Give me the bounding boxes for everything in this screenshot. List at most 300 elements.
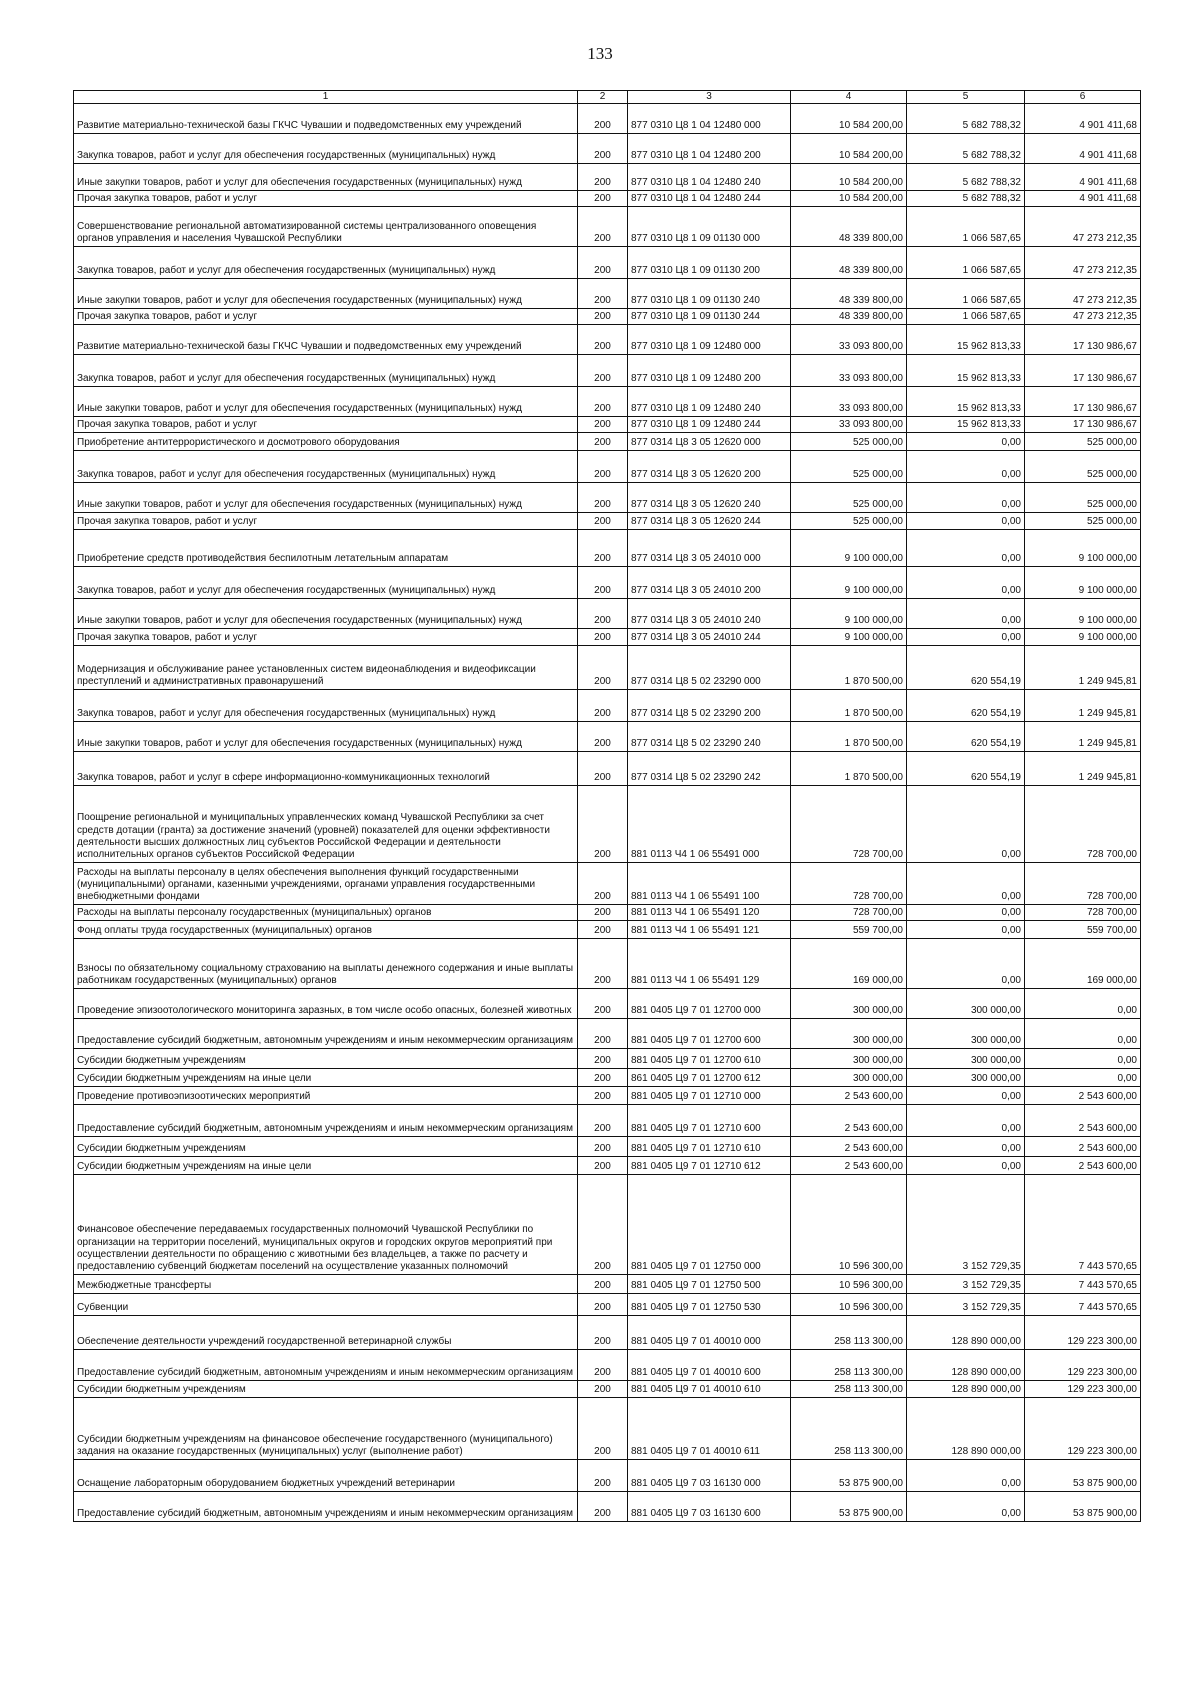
row-col4: 559 700,00	[791, 921, 907, 939]
row-code: 200	[578, 722, 628, 752]
row-col4: 1 870 500,00	[791, 752, 907, 786]
row-name: Иные закупки товаров, работ и услуг для обеспечения государственных (муниципальных) нужд	[74, 722, 578, 752]
row-col4: 2 543 600,00	[791, 1087, 907, 1105]
row-col4: 728 700,00	[791, 905, 907, 921]
row-col6: 2 543 600,00	[1025, 1157, 1141, 1175]
row-code: 200	[578, 1350, 628, 1381]
row-name: Прочая закупка товаров, работ и услуг	[74, 513, 578, 530]
row-name: Закупка товаров, работ и услуг для обеспечения государственных (муниципальных) нужд	[74, 567, 578, 599]
row-col6: 47 273 212,35	[1025, 279, 1141, 309]
row-code: 200	[578, 1275, 628, 1294]
row-name: Прочая закупка товаров, работ и услуг	[74, 191, 578, 207]
table-row	[74, 1087, 1141, 1105]
row-name: Оснащение лабораторным оборудованием бюджетных учреждений ветеринарии	[74, 1460, 578, 1492]
row-name: Приобретение средств противодействия беспилотным летательным аппаратам	[74, 530, 578, 567]
row-code: 200	[578, 786, 628, 863]
row-col4: 9 100 000,00	[791, 629, 907, 646]
row-code: 200	[578, 599, 628, 629]
row-col4: 300 000,00	[791, 1049, 907, 1069]
row-classification: 881 0113 Ч4 1 06 55491 120	[628, 905, 791, 921]
row-name: Субсидии бюджетным учреждениям	[74, 1049, 578, 1069]
row-col6: 728 700,00	[1025, 863, 1141, 905]
row-name: Прочая закупка товаров, работ и услуг	[74, 417, 578, 433]
table-row	[74, 417, 1141, 433]
row-col5: 300 000,00	[907, 1069, 1025, 1087]
row-name: Иные закупки товаров, работ и услуг для обеспечения государственных (муниципальных) нужд	[74, 483, 578, 513]
row-col5: 1 066 587,65	[907, 247, 1025, 279]
row-col5: 0,00	[907, 483, 1025, 513]
row-classification: 877 0310 Ц8 1 09 01130 200	[628, 247, 791, 279]
row-classification: 881 0405 Ц9 7 01 12750 000	[628, 1175, 791, 1275]
row-col4: 525 000,00	[791, 483, 907, 513]
row-col6: 9 100 000,00	[1025, 530, 1141, 567]
row-code: 200	[578, 1157, 628, 1175]
row-code: 200	[578, 1105, 628, 1137]
row-classification: 877 0314 Ц8 5 02 23290 242	[628, 752, 791, 786]
row-name: Субвенции	[74, 1294, 578, 1316]
row-code: 200	[578, 134, 628, 164]
row-col6: 129 223 300,00	[1025, 1398, 1141, 1460]
row-code: 200	[578, 309, 628, 325]
row-col5: 0,00	[907, 905, 1025, 921]
row-code: 200	[578, 191, 628, 207]
row-col4: 48 339 800,00	[791, 279, 907, 309]
table-row	[74, 1381, 1141, 1398]
row-code: 200	[578, 1069, 628, 1087]
table-row	[74, 921, 1141, 939]
row-col4: 10 584 200,00	[791, 164, 907, 191]
row-col6: 47 273 212,35	[1025, 309, 1141, 325]
table-row	[74, 722, 1141, 752]
row-col4: 2 543 600,00	[791, 1137, 907, 1157]
row-col6: 525 000,00	[1025, 483, 1141, 513]
table-row	[74, 1492, 1141, 1522]
row-code: 200	[578, 752, 628, 786]
row-col5: 128 890 000,00	[907, 1381, 1025, 1398]
header-row	[74, 91, 1141, 104]
table-header	[74, 91, 1141, 104]
row-code: 200	[578, 863, 628, 905]
row-code: 200	[578, 1087, 628, 1105]
row-col6: 1 249 945,81	[1025, 752, 1141, 786]
row-code: 200	[578, 483, 628, 513]
row-name: Фонд оплаты труда государственных (муниципальных) органов	[74, 921, 578, 939]
header-col-5: 5	[907, 91, 1025, 104]
table-row	[74, 247, 1141, 279]
row-code: 200	[578, 1492, 628, 1522]
row-col6: 4 901 411,68	[1025, 104, 1141, 134]
row-col6: 728 700,00	[1025, 905, 1141, 921]
row-col6: 53 875 900,00	[1025, 1492, 1141, 1522]
table-row	[74, 1350, 1141, 1381]
header-col-3: 3	[628, 91, 791, 104]
row-code: 200	[578, 387, 628, 417]
table-body	[74, 104, 1141, 1522]
row-col5: 5 682 788,32	[907, 134, 1025, 164]
row-col4: 258 113 300,00	[791, 1316, 907, 1350]
row-col6: 2 543 600,00	[1025, 1105, 1141, 1137]
row-code: 200	[578, 989, 628, 1019]
row-col4: 2 543 600,00	[791, 1157, 907, 1175]
table-row	[74, 629, 1141, 646]
row-col5: 0,00	[907, 786, 1025, 863]
row-col4: 9 100 000,00	[791, 530, 907, 567]
row-code: 200	[578, 646, 628, 690]
row-col6: 7 443 570,65	[1025, 1294, 1141, 1316]
row-col5: 1 066 587,65	[907, 207, 1025, 247]
row-classification: 881 0405 Ц9 7 01 12710 610	[628, 1137, 791, 1157]
row-classification: 877 0310 Ц8 1 04 12480 200	[628, 134, 791, 164]
row-code: 200	[578, 247, 628, 279]
header-col-4: 4	[791, 91, 907, 104]
table-row	[74, 1105, 1141, 1137]
row-name: Субсидии бюджетным учреждениям на иные цели	[74, 1157, 578, 1175]
row-col4: 33 093 800,00	[791, 417, 907, 433]
row-col4: 9 100 000,00	[791, 599, 907, 629]
row-classification: 881 0405 Ц9 7 01 12710 612	[628, 1157, 791, 1175]
row-classification: 877 0314 Ц8 5 02 23290 240	[628, 722, 791, 752]
row-col6: 9 100 000,00	[1025, 599, 1141, 629]
table-row	[74, 1294, 1141, 1316]
row-classification: 881 0405 Ц9 7 03 16130 000	[628, 1460, 791, 1492]
row-col6: 9 100 000,00	[1025, 629, 1141, 646]
row-name: Субсидии бюджетным учреждениям	[74, 1381, 578, 1398]
table-row	[74, 939, 1141, 989]
row-name: Обеспечение деятельности учреждений государственной ветеринарной службы	[74, 1316, 578, 1350]
table-row	[74, 309, 1141, 325]
row-col6: 17 130 986,67	[1025, 325, 1141, 355]
row-classification: 881 0405 Ц9 7 01 12750 530	[628, 1294, 791, 1316]
row-classification: 881 0405 Ц9 7 01 12710 600	[628, 1105, 791, 1137]
table-row	[74, 1175, 1141, 1275]
header-col-1: 1	[74, 91, 578, 104]
row-code: 200	[578, 1294, 628, 1316]
row-col6: 17 130 986,67	[1025, 417, 1141, 433]
table-row	[74, 355, 1141, 387]
row-classification: 881 0113 Ч4 1 06 55491 121	[628, 921, 791, 939]
row-code: 200	[578, 325, 628, 355]
row-col4: 33 093 800,00	[791, 325, 907, 355]
row-code: 200	[578, 104, 628, 134]
row-classification: 877 0310 Ц8 1 09 01130 240	[628, 279, 791, 309]
row-col6: 525 000,00	[1025, 451, 1141, 483]
row-name: Иные закупки товаров, работ и услуг для обеспечения государственных (муниципальных) нужд	[74, 387, 578, 417]
row-col6: 4 901 411,68	[1025, 191, 1141, 207]
row-name: Предоставление субсидий бюджетным, автономным учреждениям и иным некоммерческим организациям	[74, 1492, 578, 1522]
row-col5: 620 554,19	[907, 722, 1025, 752]
row-code: 200	[578, 1460, 628, 1492]
row-name: Иные закупки товаров, работ и услуг для обеспечения государственных (муниципальных) нужд	[74, 279, 578, 309]
row-col4: 525 000,00	[791, 451, 907, 483]
row-col5: 620 554,19	[907, 752, 1025, 786]
row-col4: 10 596 300,00	[791, 1275, 907, 1294]
row-classification: 877 0310 Ц8 1 04 12480 244	[628, 191, 791, 207]
row-code: 200	[578, 164, 628, 191]
row-col4: 728 700,00	[791, 863, 907, 905]
row-classification: 877 0314 Ц8 3 05 24010 240	[628, 599, 791, 629]
table-row	[74, 207, 1141, 247]
row-name: Иные закупки товаров, работ и услуг для обеспечения государственных (муниципальных) нужд	[74, 164, 578, 191]
row-code: 200	[578, 279, 628, 309]
row-col5: 0,00	[907, 1460, 1025, 1492]
page-number: 133	[587, 44, 613, 63]
row-col4: 9 100 000,00	[791, 567, 907, 599]
row-classification: 881 0113 Ч4 1 06 55491 100	[628, 863, 791, 905]
row-name: Субсидии бюджетным учреждениям на иные цели	[74, 1069, 578, 1087]
row-code: 200	[578, 629, 628, 646]
row-col4: 525 000,00	[791, 513, 907, 530]
row-code: 200	[578, 690, 628, 722]
row-col5: 0,00	[907, 513, 1025, 530]
row-classification: 881 0405 Ц9 7 01 12700 600	[628, 1019, 791, 1049]
row-name: Закупка товаров, работ и услуг для обеспечения государственных (муниципальных) нужд	[74, 355, 578, 387]
row-col4: 10 596 300,00	[791, 1294, 907, 1316]
row-col5: 0,00	[907, 921, 1025, 939]
row-classification: 877 0310 Ц8 1 09 01130 244	[628, 309, 791, 325]
row-col6: 17 130 986,67	[1025, 387, 1141, 417]
row-col6: 53 875 900,00	[1025, 1460, 1141, 1492]
row-code: 200	[578, 417, 628, 433]
table-row	[74, 1019, 1141, 1049]
row-col4: 258 113 300,00	[791, 1381, 907, 1398]
table-row	[74, 646, 1141, 690]
row-code: 200	[578, 1019, 628, 1049]
row-col5: 0,00	[907, 451, 1025, 483]
row-col5: 0,00	[907, 1137, 1025, 1157]
row-classification: 877 0314 Ц8 3 05 24010 244	[628, 629, 791, 646]
row-col5: 0,00	[907, 629, 1025, 646]
row-col6: 559 700,00	[1025, 921, 1141, 939]
row-col5: 0,00	[907, 1105, 1025, 1137]
row-col5: 0,00	[907, 567, 1025, 599]
header-col-6: 6	[1025, 91, 1141, 104]
row-classification: 881 0405 Ц9 7 01 12700 000	[628, 989, 791, 1019]
row-col6: 525 000,00	[1025, 513, 1141, 530]
row-classification: 877 0310 Ц8 1 09 12480 240	[628, 387, 791, 417]
budget-table	[73, 90, 1141, 1522]
row-classification: 877 0314 Ц8 5 02 23290 000	[628, 646, 791, 690]
row-col6: 4 901 411,68	[1025, 134, 1141, 164]
row-col5: 5 682 788,32	[907, 191, 1025, 207]
row-col5: 0,00	[907, 1492, 1025, 1522]
row-code: 200	[578, 207, 628, 247]
row-name: Межбюджетные трансферты	[74, 1275, 578, 1294]
row-code: 200	[578, 1316, 628, 1350]
row-col5: 3 152 729,35	[907, 1275, 1025, 1294]
row-col4: 1 870 500,00	[791, 646, 907, 690]
table-row	[74, 1137, 1141, 1157]
row-col6: 0,00	[1025, 1049, 1141, 1069]
row-col4: 48 339 800,00	[791, 309, 907, 325]
table-row	[74, 1316, 1141, 1350]
row-classification: 881 0405 Ц9 7 01 12750 500	[628, 1275, 791, 1294]
row-col4: 48 339 800,00	[791, 207, 907, 247]
table-row	[74, 279, 1141, 309]
row-col5: 15 962 813,33	[907, 325, 1025, 355]
row-name: Взносы по обязательному социальному страхованию на выплаты денежного содержания и иные выплаты работникам государственных (муниципальных) органов	[74, 939, 578, 989]
row-col5: 0,00	[907, 939, 1025, 989]
row-classification: 877 0314 Ц8 3 05 12620 240	[628, 483, 791, 513]
row-col5: 0,00	[907, 1157, 1025, 1175]
row-col5: 15 962 813,33	[907, 417, 1025, 433]
row-col6: 525 000,00	[1025, 433, 1141, 451]
row-name: Предоставление субсидий бюджетным, автономным учреждениям и иным некоммерческим организациям	[74, 1019, 578, 1049]
row-col4: 258 113 300,00	[791, 1398, 907, 1460]
row-classification: 877 0310 Ц8 1 04 12480 240	[628, 164, 791, 191]
row-name: Прочая закупка товаров, работ и услуг	[74, 629, 578, 646]
row-classification: 881 0405 Ц9 7 01 40010 611	[628, 1398, 791, 1460]
row-classification: 877 0310 Ц8 1 09 01130 000	[628, 207, 791, 247]
row-name: Развитие материально-технической базы ГКЧС Чувашии и подведомственных ему учреждений	[74, 104, 578, 134]
row-col4: 1 870 500,00	[791, 690, 907, 722]
table-row	[74, 530, 1141, 567]
row-classification: 877 0310 Ц8 1 09 12480 244	[628, 417, 791, 433]
row-col4: 33 093 800,00	[791, 355, 907, 387]
row-col5: 128 890 000,00	[907, 1350, 1025, 1381]
row-name: Приобретение антитеррористического и досмотрового оборудования	[74, 433, 578, 451]
row-col6: 2 543 600,00	[1025, 1087, 1141, 1105]
row-col6: 728 700,00	[1025, 786, 1141, 863]
row-classification: 877 0314 Ц8 3 05 24010 000	[628, 530, 791, 567]
row-col5: 620 554,19	[907, 646, 1025, 690]
row-col5: 0,00	[907, 599, 1025, 629]
row-col4: 48 339 800,00	[791, 247, 907, 279]
row-name: Модернизация и обслуживание ранее установленных систем видеонаблюдения и видеофиксации преступлений и административных правонарушений	[74, 646, 578, 690]
row-code: 200	[578, 921, 628, 939]
row-col4: 33 093 800,00	[791, 387, 907, 417]
row-code: 200	[578, 1137, 628, 1157]
row-col6: 0,00	[1025, 1019, 1141, 1049]
table-row	[74, 989, 1141, 1019]
row-name: Расходы на выплаты персоналу государственных (муниципальных) органов	[74, 905, 578, 921]
row-name: Финансовое обеспечение передаваемых государственных полномочий Чувашской Республики по организации на территории поселений, муниципальных округов и городских округов мероприятий при осуществлении деятельности по обращению с животными без владельцев, а также по расчету и предоставлению субвенций бюджетам поселений на осуществление указанных полномочий	[74, 1175, 578, 1275]
row-col5: 300 000,00	[907, 1049, 1025, 1069]
row-col4: 258 113 300,00	[791, 1350, 907, 1381]
row-name: Проведение эпизоотологического мониторинга заразных, в том числе особо опасных, болезней животных	[74, 989, 578, 1019]
row-classification: 881 0113 Ч4 1 06 55491 129	[628, 939, 791, 989]
header-col-2: 2	[578, 91, 628, 104]
row-col5: 3 152 729,35	[907, 1294, 1025, 1316]
row-classification: 877 0314 Ц8 5 02 23290 200	[628, 690, 791, 722]
row-col4: 1 870 500,00	[791, 722, 907, 752]
row-code: 200	[578, 1381, 628, 1398]
row-col6: 0,00	[1025, 1069, 1141, 1087]
row-col6: 129 223 300,00	[1025, 1316, 1141, 1350]
row-col5: 1 066 587,65	[907, 309, 1025, 325]
row-name: Совершенствование региональной автоматизированной системы централизованного оповещения органов управления и населения Чувашской Республики	[74, 207, 578, 247]
row-col4: 10 584 200,00	[791, 134, 907, 164]
row-classification: 877 0314 Ц8 3 05 12620 200	[628, 451, 791, 483]
row-col5: 1 066 587,65	[907, 279, 1025, 309]
row-col6: 4 901 411,68	[1025, 164, 1141, 191]
row-name: Расходы на выплаты персоналу в целях обеспечения выполнения функций государственными (муниципальными) органами, казенными учреждениями, органами управления государственными внебюджетными фондами	[74, 863, 578, 905]
row-name: Закупка товаров, работ и услуг для обеспечения государственных (муниципальных) нужд	[74, 690, 578, 722]
row-col6: 47 273 212,35	[1025, 207, 1141, 247]
table-row	[74, 433, 1141, 451]
row-code: 200	[578, 355, 628, 387]
row-name: Закупка товаров, работ и услуг для обеспечения государственных (муниципальных) нужд	[74, 134, 578, 164]
row-col6: 7 443 570,65	[1025, 1175, 1141, 1275]
row-col4: 300 000,00	[791, 1019, 907, 1049]
table-row	[74, 387, 1141, 417]
row-col5: 620 554,19	[907, 690, 1025, 722]
row-classification: 861 0405 Ц9 7 01 12700 612	[628, 1069, 791, 1087]
row-col6: 9 100 000,00	[1025, 567, 1141, 599]
row-col6: 7 443 570,65	[1025, 1275, 1141, 1294]
table-row	[74, 905, 1141, 921]
row-classification: 877 0314 Ц8 3 05 24010 200	[628, 567, 791, 599]
row-col5: 0,00	[907, 530, 1025, 567]
row-col5: 0,00	[907, 1087, 1025, 1105]
table-row	[74, 690, 1141, 722]
row-col4: 10 584 200,00	[791, 104, 907, 134]
row-code: 200	[578, 513, 628, 530]
row-col6: 47 273 212,35	[1025, 247, 1141, 279]
row-col6: 1 249 945,81	[1025, 646, 1141, 690]
row-name: Субсидии бюджетным учреждениям	[74, 1137, 578, 1157]
row-col5: 5 682 788,32	[907, 164, 1025, 191]
row-col5: 0,00	[907, 433, 1025, 451]
row-col5: 0,00	[907, 863, 1025, 905]
row-classification: 877 0314 Ц8 3 05 12620 000	[628, 433, 791, 451]
row-col5: 5 682 788,32	[907, 104, 1025, 134]
row-code: 200	[578, 433, 628, 451]
row-col5: 300 000,00	[907, 1019, 1025, 1049]
table-row	[74, 1157, 1141, 1175]
row-name: Предоставление субсидий бюджетным, автономным учреждениям и иным некоммерческим организациям	[74, 1350, 578, 1381]
table-row	[74, 325, 1141, 355]
table-row	[74, 1069, 1141, 1087]
row-classification: 881 0405 Ц9 7 03 16130 600	[628, 1492, 791, 1522]
row-col5: 15 962 813,33	[907, 355, 1025, 387]
row-classification: 877 0310 Ц8 1 04 12480 000	[628, 104, 791, 134]
table-row	[74, 164, 1141, 191]
row-col6: 169 000,00	[1025, 939, 1141, 989]
row-classification: 877 0310 Ц8 1 09 12480 200	[628, 355, 791, 387]
row-classification: 881 0405 Ц9 7 01 12710 000	[628, 1087, 791, 1105]
row-code: 200	[578, 939, 628, 989]
row-name: Предоставление субсидий бюджетным, автономным учреждениям и иным некоммерческим организациям	[74, 1105, 578, 1137]
row-col5: 15 962 813,33	[907, 387, 1025, 417]
row-col5: 128 890 000,00	[907, 1398, 1025, 1460]
row-col4: 300 000,00	[791, 989, 907, 1019]
row-code: 200	[578, 567, 628, 599]
table-row	[74, 451, 1141, 483]
table-row	[74, 1460, 1141, 1492]
row-col6: 1 249 945,81	[1025, 690, 1141, 722]
table-row	[74, 752, 1141, 786]
table-row	[74, 483, 1141, 513]
row-classification: 877 0314 Ц8 3 05 12620 244	[628, 513, 791, 530]
table-row	[74, 191, 1141, 207]
row-code: 200	[578, 1049, 628, 1069]
row-name: Иные закупки товаров, работ и услуг для обеспечения государственных (муниципальных) нужд	[74, 599, 578, 629]
row-col6: 1 249 945,81	[1025, 722, 1141, 752]
row-col4: 10 596 300,00	[791, 1175, 907, 1275]
row-classification: 881 0113 Ч4 1 06 55491 000	[628, 786, 791, 863]
row-col4: 169 000,00	[791, 939, 907, 989]
row-col6: 0,00	[1025, 989, 1141, 1019]
row-classification: 881 0405 Ц9 7 01 40010 610	[628, 1381, 791, 1398]
row-code: 200	[578, 530, 628, 567]
row-col5: 128 890 000,00	[907, 1316, 1025, 1350]
row-name: Поощрение региональной и муниципальных управленческих команд Чувашской Республики за счет средств дотации (гранта) за достижение значений (уровней) показателей для оценки эффективности деятельности высших должностных лиц субъектов Российской Федерации и деятельности исполнительных органов субъектов Российской Федерации	[74, 786, 578, 863]
row-name: Проведение противоэпизоотических мероприятий	[74, 1087, 578, 1105]
row-col4: 53 875 900,00	[791, 1492, 907, 1522]
table-row	[74, 134, 1141, 164]
row-col4: 10 584 200,00	[791, 191, 907, 207]
row-col4: 53 875 900,00	[791, 1460, 907, 1492]
